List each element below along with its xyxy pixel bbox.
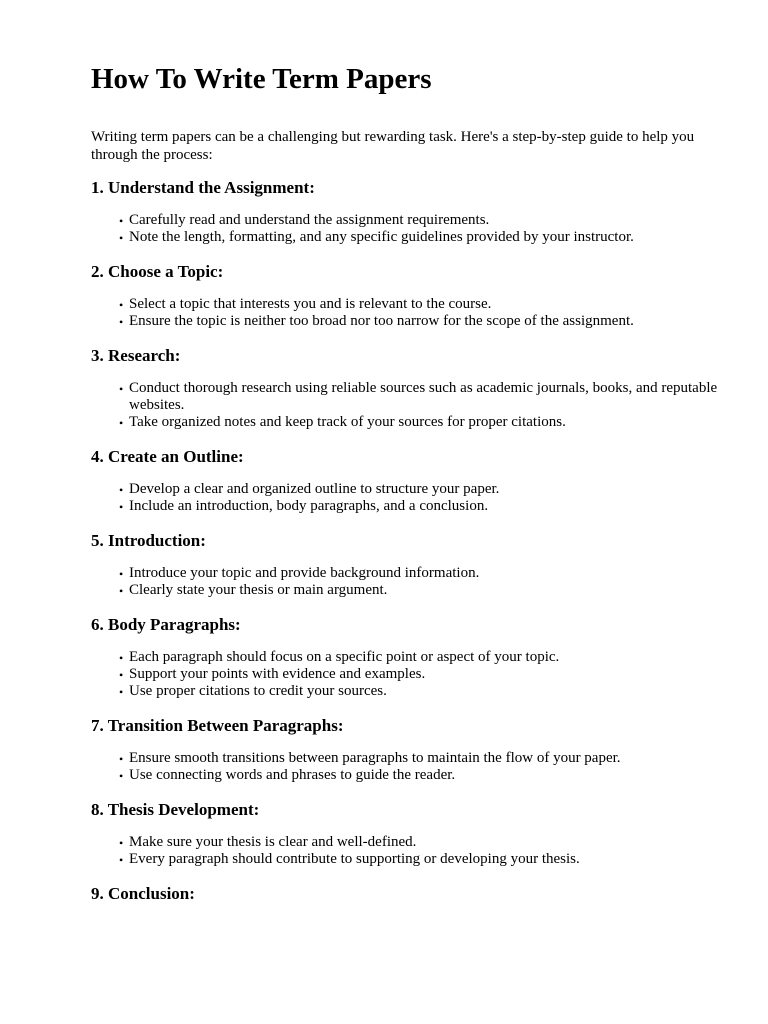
section-research <box>91 346 731 431</box>
list-item: • Use proper citations to credit your sources. <box>119 683 731 700</box>
list-item: • Develop a clear and organized outline to structure your paper. <box>119 481 731 498</box>
list-item: • Ensure smooth transitions between paragraphs to maintain the flow of your paper. <box>119 750 731 767</box>
list-item: • Include an introduction, body paragraphs, and a conclusion. <box>119 498 731 515</box>
list-item: • Use connecting words and phrases to guide the reader. <box>119 767 731 784</box>
section-choose-topic <box>91 262 731 330</box>
bullet-list <box>91 750 731 784</box>
section-heading: 7. Transition Between Paragraphs: <box>91 716 344 735</box>
section-body-paragraphs <box>91 615 731 700</box>
section-create-outline <box>91 447 731 515</box>
bullet-list <box>91 380 731 431</box>
section-heading: 5. Introduction: <box>91 531 206 550</box>
bullet-list <box>91 212 731 246</box>
list-item: • Carefully read and understand the assignment requirements. <box>119 212 731 229</box>
bullet-list <box>91 649 731 700</box>
list-item: • Conduct thorough research using reliable sources such as academic journals, books, and reputable websites. <box>119 380 731 414</box>
section-heading: 1. Understand the Assignment: <box>91 178 315 197</box>
section-thesis-development <box>91 800 731 868</box>
page-title: How To Write Term Papers <box>91 63 432 95</box>
bullet-list <box>91 296 731 330</box>
list-item: • Support your points with evidence and examples. <box>119 666 731 683</box>
list-item: • Note the length, formatting, and any specific guidelines provided by your instructor. <box>119 229 731 246</box>
list-item: • Take organized notes and keep track of your sources for proper citations. <box>119 414 731 431</box>
section-introduction <box>91 531 731 599</box>
list-item: • Introduce your topic and provide background information. <box>119 565 731 582</box>
section-heading: 6. Body Paragraphs: <box>91 615 241 634</box>
bullet-list <box>91 565 731 599</box>
bullet-list <box>91 481 731 515</box>
section-conclusion <box>91 884 731 904</box>
section-heading: 4. Create an Outline: <box>91 447 244 466</box>
list-item: • Clearly state your thesis or main argument. <box>119 582 731 599</box>
section-heading: 8. Thesis Development: <box>91 800 260 819</box>
list-item: • Ensure the topic is neither too broad nor too narrow for the scope of the assignment. <box>119 313 731 330</box>
section-heading: 2. Choose a Topic: <box>91 262 224 281</box>
list-item: • Each paragraph should focus on a specific point or aspect of your topic. <box>119 649 731 666</box>
list-item: • Every paragraph should contribute to supporting or developing your thesis. <box>119 851 731 868</box>
list-item: • Select a topic that interests you and is relevant to the course. <box>119 296 731 313</box>
intro-paragraph: Writing term papers can be a challenging but rewarding task. Here's a step-by-step guide to help you through the process: <box>91 129 695 163</box>
section-heading: 9. Conclusion: <box>91 884 195 903</box>
section-understand-assignment <box>91 178 731 246</box>
list-item: • Make sure your thesis is clear and well-defined. <box>119 834 731 851</box>
section-transitions <box>91 716 731 784</box>
section-heading: 3. Research: <box>91 346 181 365</box>
bullet-list <box>91 834 731 868</box>
